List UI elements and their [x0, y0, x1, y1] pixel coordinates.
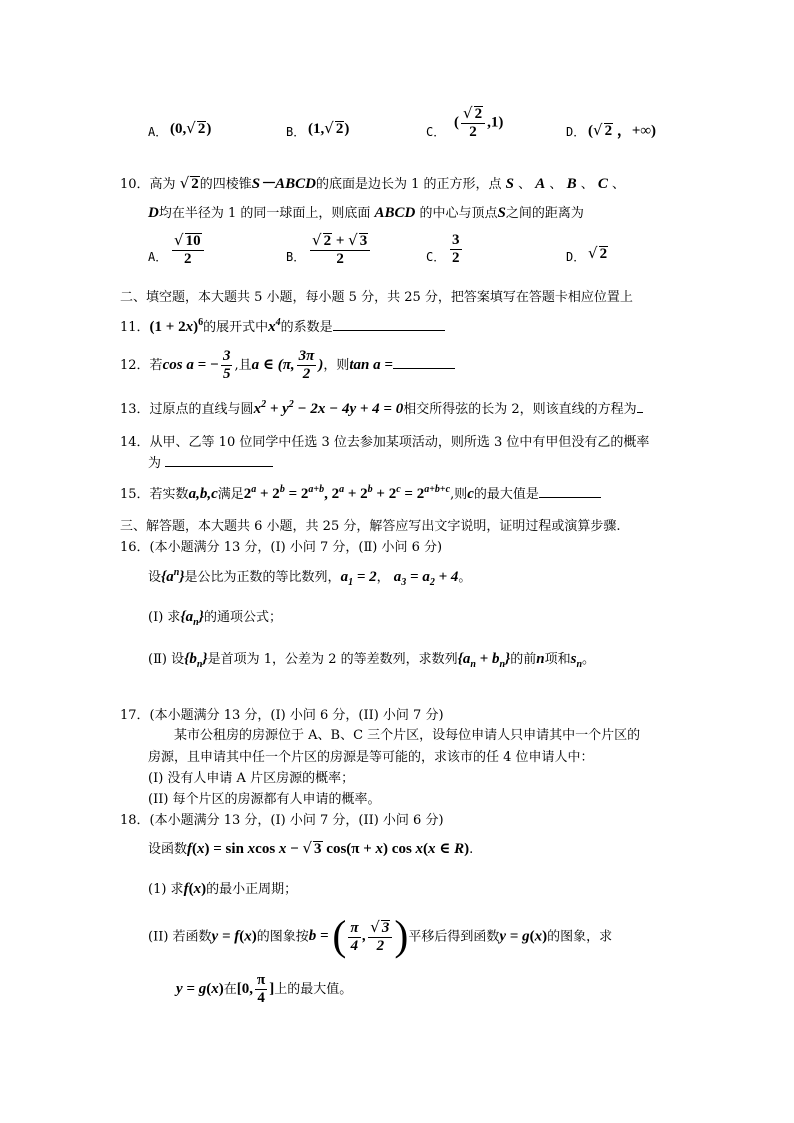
- question-14: [120, 431, 649, 450]
- q13-number: 13．: [120, 402, 150, 417]
- q18-part2-text5: 上的最大值。: [274, 981, 353, 997]
- q12-number: 12．: [120, 357, 150, 373]
- q16-cond2-math: $a_3 = a_2 + 4$: [393, 569, 459, 588]
- q13-answer-blank[interactable]: [637, 400, 643, 413]
- q15-text3: ,则: [450, 487, 468, 502]
- q18-part1-text: 的最小正周期；: [206, 882, 298, 897]
- q13-text1: 过原点的直线与圆: [149, 402, 254, 417]
- q15-text1: 若实数: [149, 487, 189, 502]
- q12-text1: 若: [149, 357, 163, 373]
- question-10: 10．高为 √ 2的四棱锥S－ABCD的底面是边长为 1 的正方形，点 S 、 A 、 B 、 C 、: [120, 174, 625, 192]
- question-10-line2: [148, 202, 584, 222]
- q9-option-a-math: (0,√ 2): [170, 119, 212, 137]
- q10-option-b-math: $\frac{√ 2 + √ 3}{2}$: [308, 232, 372, 268]
- section-3-heading: 三、解答题，本大题共 6 小题，共 25 分，解答应写出文字说明，证明过程或演算步骤.: [120, 519, 621, 534]
- q10-option-a-label: A．: [148, 250, 168, 264]
- q16-part2-text3: 项和: [544, 652, 571, 667]
- q11-text2: 的系数是: [280, 320, 333, 335]
- q10-option-b-label: B．: [286, 250, 306, 264]
- q18-function-math: f: [187, 841, 193, 857]
- q16-part1-label: (Ⅰ) 求: [148, 610, 181, 625]
- q17-line4: (II) 每个片区的房源都有人申请的概率。: [148, 792, 381, 807]
- q16-cond-math: $a_1 = 2$: [340, 569, 377, 588]
- q10-text5: 的中心与顶点: [419, 206, 498, 221]
- q16-stem: 设$\{a^n\}$是公比为正数的等比数列，$a_1 = 2$， $a_3 = a_2 + 4$。: [148, 567, 472, 588]
- question-15: [120, 483, 601, 503]
- q10-text2: 的四棱锥: [199, 177, 252, 192]
- q11-term-math: $x^4$: [268, 317, 281, 335]
- q10-text6: 之间的距离为: [505, 206, 584, 221]
- q18-stem: 设函数f(x) = sin xcos x − √ 3 cos(π + x) cos x(x ∈ R).: [148, 839, 474, 857]
- q12-text2: ,且: [234, 357, 252, 373]
- q9-option-d-math: (√ 2 ，+∞): [588, 121, 657, 139]
- q9-option-a-label: A．: [148, 125, 168, 139]
- section-2-heading: 二、填空题，本大题共 5 小题，每小题 5 分，共 25 分，把答案填写在答题卡相应位置上: [120, 290, 633, 305]
- q10-option-c-label: C．: [426, 250, 446, 264]
- q16-header: 16．(本小题满分 13 分，(Ⅰ) 小问 7 分，(Ⅱ) 小问 6 分): [120, 540, 443, 555]
- q12-tan-math: tan a =: [349, 356, 393, 373]
- q14-number: 14．: [120, 435, 150, 450]
- q18-part1: (1) 求f(x)的最小正周期；: [148, 881, 298, 897]
- q10-points-math: S: [505, 176, 515, 192]
- question-12: [120, 348, 455, 384]
- q16-part1-math: $\{a_n\}$: [180, 609, 204, 628]
- q16-part2-text1: 是首项为 1，公差为 2 的等差数列，求数列: [207, 652, 458, 667]
- q16-part2-label: (Ⅱ) 设: [148, 652, 185, 667]
- q17-line3: (I) 没有人申请 A 片区房源的概率；: [148, 771, 355, 786]
- q10-text4: 均在半径为 1 的同一球面上，则底面: [158, 206, 371, 221]
- q10-option-c-math: $\frac{3}{2}$: [452, 232, 460, 266]
- q18-part2-text1: 的图象按: [256, 929, 309, 945]
- q16-text1: 设: [148, 570, 162, 585]
- q17-line1: 某市公租房的房源位于 A、B、C 三个片区，设每位申请人只申请其中一个片区的: [174, 728, 641, 743]
- q18-part2-text3: 的图象，求: [547, 929, 613, 945]
- q18-header: 18．(本小题满分 13 分，(I) 小问 7 分，(II) 小问 6 分): [120, 813, 444, 828]
- q16-part2-text2: 的前: [510, 652, 537, 667]
- q15-conditions-math: $2^a + 2^b = 2^{a+b}$, $2^a + 2^b + 2^c = 2^{a+b+c}$: [243, 484, 451, 502]
- q10-text1: 高为: [149, 177, 176, 192]
- q14-answer-blank[interactable]: [165, 454, 273, 467]
- q9-option-d-label: D．: [566, 125, 586, 139]
- q18-part2-vector-math: b = ( $\frac{\pi}{4}$ , $\frac{√ 3}{2}$ ): [308, 914, 409, 960]
- q18-part2-interval-math: [0, $\frac{\pi}{4}$ ]: [236, 972, 275, 1006]
- q17-line2: 房源，且申请其中任一个片区的房源是等可能的，求该市的任 4 位申请人中：: [148, 750, 594, 765]
- q16-part2-sum-math: $\{a_n + b_n\}$: [457, 651, 511, 670]
- q15-number: 15．: [120, 487, 150, 502]
- q10-option-a-math: $\frac{√ 10}{2}$: [170, 232, 206, 268]
- q16-part2-bn-math: $\{b_n\}$: [184, 651, 208, 670]
- q12-cos-math: cos a = − $\frac{3}{5}$: [162, 348, 231, 382]
- q18-part2-text2: 平移后得到函数: [408, 929, 500, 945]
- question-11: [120, 316, 445, 336]
- q16-text2: 是公比为正数的等比数列，: [184, 570, 341, 585]
- q10-base-math: ABCD: [374, 205, 416, 221]
- q10-pyramid-math: S－ABCD: [251, 176, 316, 192]
- q16-part2: (Ⅱ) 设$\{b_n\}$是首项为 1，公差为 2 的等差数列，求数列$\{a_n + b_n\}$的前n项和$s_n$。: [148, 651, 596, 670]
- q14-text1: 从甲、乙等 10 位同学中任选 3 位去参加某项活动，则所选 3 位中有甲但没有乙的概率: [149, 435, 650, 450]
- q18-part2-line2: y = g(x)在[0, $\frac{\pi}{4}$ ]上的最大值。: [176, 972, 353, 1006]
- q9-option-b-math: (1,√ 2): [308, 119, 350, 137]
- q18-part2: (II) 若函数y = f(x)的图象按b = ( $\frac{\pi}{4}$ , $\frac{√ 3}{2}$ )平移后得到函数y = g(x)的图象，求: [148, 914, 613, 960]
- q11-number: 11．: [120, 320, 150, 335]
- q9-options: [148, 104, 668, 147]
- q18-part2-g2-math: y = g: [176, 980, 207, 997]
- q10-point-d-math: D: [148, 205, 159, 221]
- q18-part1-math: f: [183, 881, 189, 897]
- q11-text1: 的展开式中: [203, 320, 269, 335]
- q17-header: 17．(本小题满分 13 分，(I) 小问 6 分，(II) 小问 7 分): [120, 708, 444, 723]
- q15-c-math: c: [467, 486, 474, 502]
- q15-text4: 的最大值是: [473, 487, 539, 502]
- q10-options: [148, 232, 668, 276]
- q10-text3: 的底面是边长为 1 的正方形，点: [315, 177, 502, 192]
- q15-text2: 满足: [217, 487, 244, 502]
- q9-option-c-math: ( $\frac{√ 2}{2}$ ,1): [454, 104, 504, 140]
- q18-text1: 设函数: [148, 842, 188, 857]
- q12-interval-math: a ∈ (π, $\frac{3\pi}{2}$ ): [251, 348, 324, 382]
- q13-text2: 相交所得弦的长为 2，则该直线的方程为: [403, 402, 637, 417]
- q9-option-c-label: C．: [426, 125, 446, 139]
- q13-circle-math: $x^2 + y^2 - 2x - 4y + 4 = 0$: [253, 399, 404, 417]
- q18-part1-label: (1) 求: [148, 882, 184, 897]
- q11-binomial-math: $(1 + 2x)^6$: [149, 317, 204, 335]
- q15-vars-math: a,b,c: [188, 486, 218, 502]
- q18-part2-g-math: y = g: [499, 928, 530, 945]
- q18-part2-label: (II) 若函数: [148, 929, 212, 945]
- q9-option-b-label: B．: [286, 125, 306, 139]
- q15-answer-blank[interactable]: [539, 485, 601, 498]
- q10-option-d-math: √ 2: [588, 244, 608, 262]
- q18-part2-text4: 在: [223, 981, 237, 997]
- q16-part1: [148, 606, 282, 628]
- q10-vertex-math: S: [497, 205, 506, 221]
- q10-number: 10．: [120, 177, 150, 192]
- q12-answer-blank[interactable]: [393, 356, 455, 369]
- q16-seq-math: $\{a^n\}$: [161, 567, 185, 585]
- q16-part1-text: 的通项公式；: [203, 610, 282, 625]
- question-14-line2: [148, 452, 273, 471]
- question-13: [120, 398, 643, 418]
- q10-height-math: √ 2: [179, 174, 199, 192]
- q11-answer-blank[interactable]: [333, 318, 445, 331]
- q16-part2-n-math: n: [536, 651, 545, 667]
- q12-text3: ，则: [323, 357, 350, 373]
- q10-option-d-label: D．: [566, 250, 586, 264]
- q18-part2-y-math: y = f: [211, 928, 240, 945]
- q14-text2: 为: [148, 456, 162, 471]
- q16-part2-sn-math: $s_n$: [570, 651, 583, 670]
